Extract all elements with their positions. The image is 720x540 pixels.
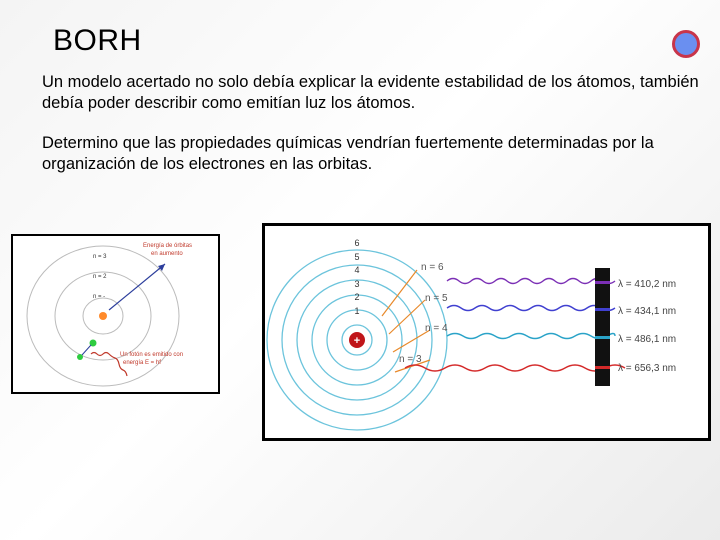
level-number: 5 <box>354 252 360 262</box>
level-number: 2 <box>354 292 360 302</box>
transition-label: n = 6 <box>421 262 444 273</box>
emission-wave-icon <box>405 365 625 371</box>
transition-label: n = 3 <box>399 354 422 365</box>
bohr-orbit-figure <box>11 234 220 394</box>
orbit-label: n = - <box>93 294 106 300</box>
spectral-line <box>595 366 610 369</box>
hydrogen-spectrum-figure <box>262 223 711 441</box>
level-number: 3 <box>354 279 360 289</box>
paragraph-chemical-properties: Determino que las propiedades químicas vendrían fuertemente determinadas por la organización de los electrones en las orbitas. <box>42 134 654 173</box>
slide-title: BORH <box>53 24 142 57</box>
nucleus-symbol: + <box>353 335 361 347</box>
emission-wave-icon <box>447 279 615 284</box>
level-number: 4 <box>354 265 360 275</box>
transition-label: n = 5 <box>425 293 448 304</box>
circle-bullet-icon <box>672 30 700 58</box>
nucleus-icon <box>99 312 107 320</box>
spectral-line <box>595 336 610 339</box>
spectral-line <box>595 281 610 284</box>
photon-note-line: Un fotón es emitido con <box>120 352 184 358</box>
energy-arrow <box>109 264 165 310</box>
wavelength-label: λ = 434,1 nm <box>618 306 677 317</box>
transition-arrow <box>389 300 425 334</box>
orbit-label: n = 2 <box>93 274 107 280</box>
level-number: 6 <box>354 238 360 248</box>
photon-note-line: energía E = hf <box>123 360 161 366</box>
wavelength-label: λ = 410,2 nm <box>618 279 677 290</box>
level-number: 1 <box>354 306 360 316</box>
energy-note-line: en aumento <box>151 251 183 257</box>
transition-arrow <box>382 270 417 316</box>
energy-arrowhead-icon <box>158 264 165 271</box>
emission-wave-icon <box>447 334 615 339</box>
wavelength-label: λ = 486,1 nm <box>618 334 677 345</box>
transition-arrow <box>82 345 91 355</box>
energy-note-line: Energía de órbitas <box>143 243 193 249</box>
paragraph-stability: Un modelo acertado no solo debía explicar la evidente estabilidad de los átomos, también debía poder describir como emitían luz los átomos. <box>42 73 699 112</box>
transition-label: n = 4 <box>425 323 448 334</box>
orbit-label: n = 3 <box>93 254 107 260</box>
wavelength-label: λ = 656,3 nm <box>618 363 677 374</box>
spectral-line <box>595 308 610 311</box>
emission-wave-icon <box>447 306 615 311</box>
